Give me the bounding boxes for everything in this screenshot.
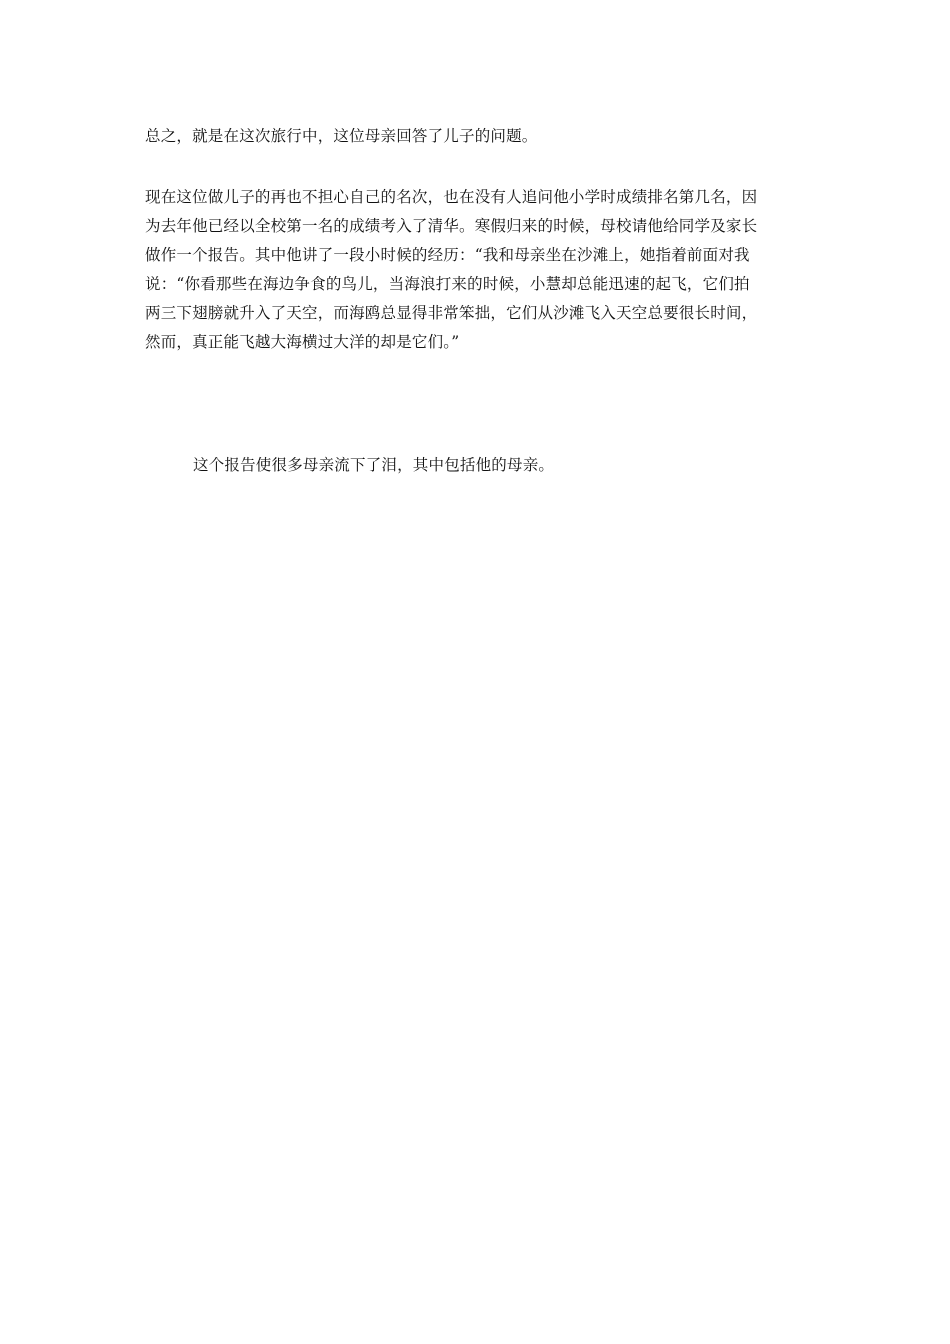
paragraph-conclusion <box>193 451 863 480</box>
text-line: 为去年他已经以全校第一名的成绩考入了清华。寒假归来的时候，母校请他给同学及家长 <box>145 217 758 235</box>
text-line: 做作一个报告。其中他讲了一段小时候的经历：“我和母亲坐在沙滩上，她指着前面对我 <box>145 246 750 264</box>
text-line: 然而，真正能飞越大海横过大洋的却是它们。” <box>145 333 460 351</box>
text-line: 说：“你看那些在海边争食的鸟儿，当海浪打来的时候，小慧却总能迅速的起飞，它们拍 <box>145 275 750 293</box>
paragraph-story <box>145 183 815 357</box>
text-line: 两三下翅膀就升入了天空，而海鸥总显得非常笨拙，它们从沙滩飞入天空总要很长时间， <box>145 304 758 322</box>
text-line: 总之，就是在这次旅行中，这位母亲回答了儿子的问题。 <box>145 127 538 145</box>
text-line: 这个报告使很多母亲流下了泪，其中包括他的母亲。 <box>193 456 555 474</box>
paragraph-summary <box>145 122 815 151</box>
text-line: 现在这位做儿子的再也不担心自己的名次，也在没有人追问他小学时成绩排名第几名，因 <box>145 188 758 206</box>
